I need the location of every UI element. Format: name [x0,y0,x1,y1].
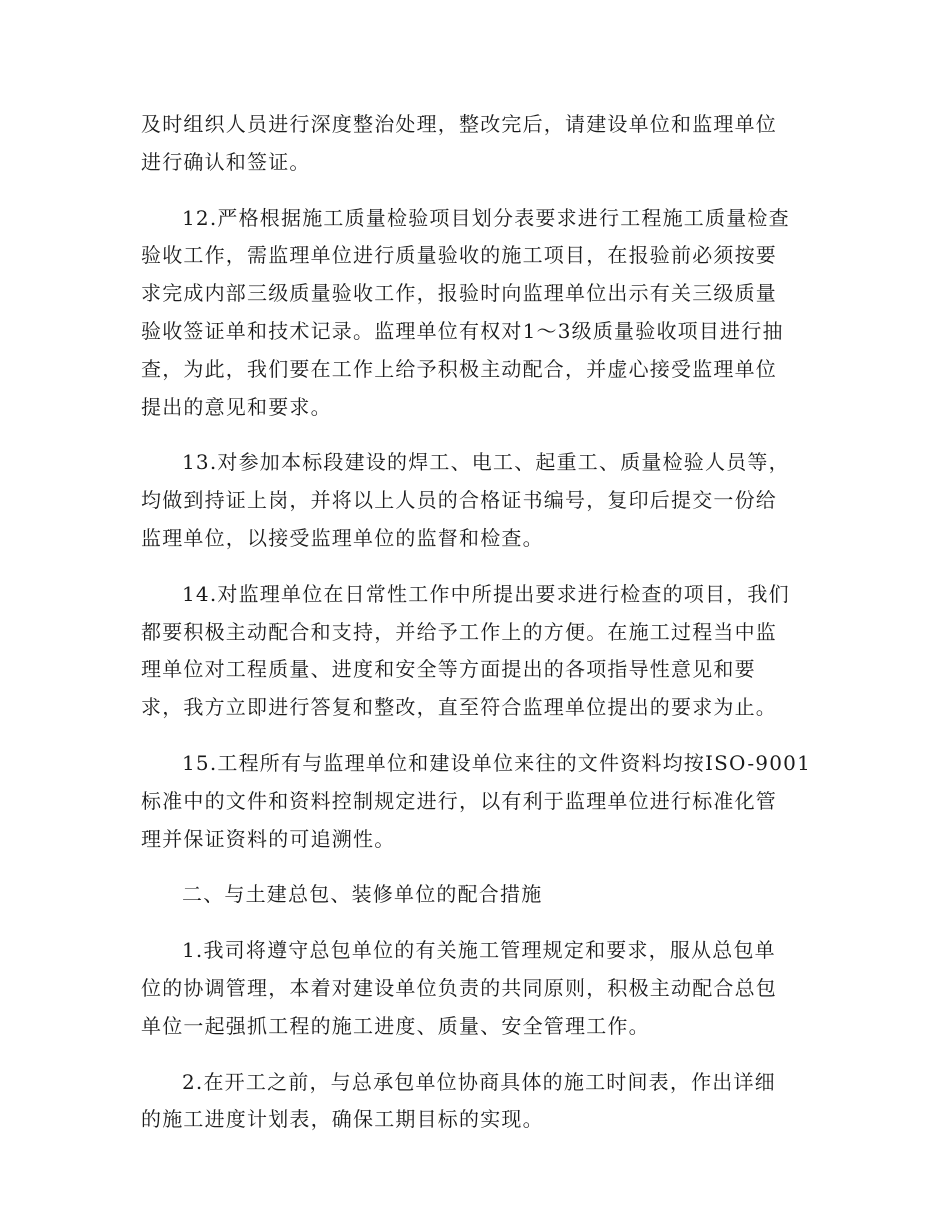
paragraph-item-14 [141,576,813,727]
paragraph-item-15 [141,745,813,858]
paragraph-continuation [141,106,813,182]
text-line: 15.工程所有与监理单位和建设单位来往的文件资料均按ISO-9001 [182,750,811,775]
text-line: 求，我方立即进行答复和整改，直至符合监理单位提出的要求为止。 [141,695,777,720]
paragraph-item-1 [141,932,813,1045]
text-line: 验收签证单和技术记录。监理单位有权对1～3级质量验收项目进行抽 [141,318,784,343]
text-line: 理单位对工程质量、进度和安全等方面提出的各项指导性意见和要 [141,657,756,682]
paragraph-item-13 [141,444,813,557]
paragraph-item-2 [141,1064,813,1140]
text-line: 1.我司将遵守总包单位的有关施工管理规定和要求，服从总包单 [182,938,776,963]
text-line: 提出的意见和要求。 [141,394,332,419]
paragraph-item-12 [141,200,813,427]
document-body [141,106,813,1157]
text-line: 都要积极主动配合和支持，并给予工作上的方便。在施工过程当中监 [141,619,777,644]
text-line: 14.对监理单位在日常性工作中所提出要求进行检查的项目，我们 [182,581,790,606]
text-line: 均做到持证上岗，并将以上人员的合格证书编号，复印后提交一份给 [141,488,777,513]
text-line: 的施工进度计划表，确保工期目标的实现。 [141,1107,544,1132]
text-line: 2.在开工之前，与总承包单位协商具体的施工时间表，作出详细 [182,1069,776,1094]
text-line: 13.对参加本标段建设的焊工、电工、起重工、质量检验人员等， [182,450,790,475]
text-line: 求完成内部三级质量验收工作，报验时向监理单位出示有关三级质量 [141,281,777,306]
text-line: 单位一起强抓工程的施工进度、质量、安全管理工作。 [141,1013,650,1038]
text-line: 标准中的文件和资料控制规定进行，以有利于监理单位进行标准化管 [141,788,777,813]
text-line: 查，为此，我们要在工作上给予积极主动配合，并虚心接受监理单位 [141,356,777,381]
text-line: 理并保证资料的可追溯性。 [141,826,396,851]
text-line: 监理单位，以接受监理单位的监督和检查。 [141,525,544,550]
text-line: 进行确认和签证。 [141,149,311,174]
text-line: 位的协调管理，本着对建设单位负责的共同原则，积极主动配合总包 [141,975,777,1000]
section-heading [141,876,813,914]
text-line: 12.严格根据施工质量检验项目划分表要求进行工程施工质量检查 [182,205,790,230]
text-line: 及时组织人员进行深度整治处理，整改完后，请建设单位和监理单位 [141,112,777,136]
text-line: 验收工作，需监理单位进行质量验收的施工项目，在报验前必须按要 [141,243,777,268]
heading-line: 二、与土建总包、装修单位的配合措施 [182,882,543,907]
